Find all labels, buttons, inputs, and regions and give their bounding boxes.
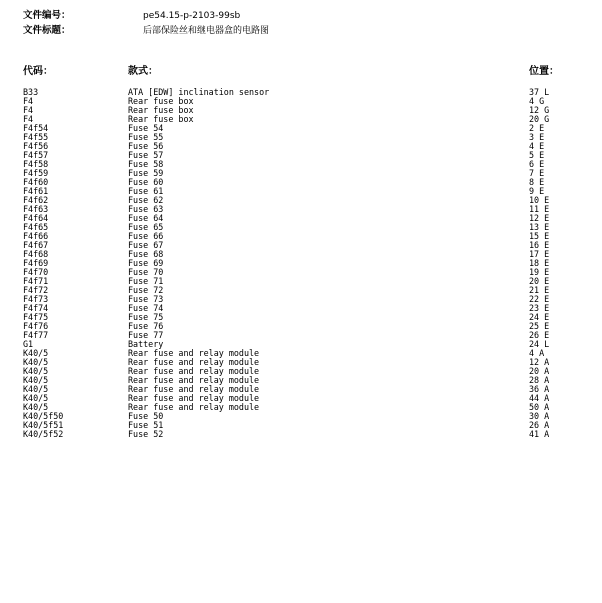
table-row — [0, 151, 602, 160]
table-row — [0, 178, 602, 187]
cell-code: F4f63 — [23, 204, 49, 214]
table-row — [0, 142, 602, 151]
cell-model: Fuse 70 — [128, 267, 164, 277]
cell-model: Fuse 50 — [128, 411, 164, 421]
table-row — [0, 241, 602, 250]
cell-code: F4f59 — [23, 168, 49, 178]
table-row — [0, 124, 602, 133]
table-row — [0, 250, 602, 259]
cell-code: F4f77 — [23, 330, 49, 340]
table-row — [0, 196, 602, 205]
component-table — [0, 88, 602, 439]
table-row — [0, 421, 602, 430]
table-row — [0, 412, 602, 421]
cell-location: 22 E — [529, 294, 550, 304]
cell-model: Rear fuse and relay module — [128, 384, 260, 394]
cell-code: F4f74 — [23, 303, 49, 313]
cell-model: Rear fuse and relay module — [128, 357, 260, 367]
table-row — [0, 205, 602, 214]
cell-location: 24 L — [529, 339, 550, 349]
table-row — [0, 268, 602, 277]
cell-location: 28 A — [529, 375, 550, 385]
cell-model: ATA [EDW] inclination sensor — [128, 87, 270, 97]
table-row — [0, 313, 602, 322]
cell-model: Fuse 66 — [128, 231, 164, 241]
cell-model: Fuse 67 — [128, 240, 164, 250]
table-row — [0, 88, 602, 97]
cell-model: Fuse 72 — [128, 285, 164, 295]
cell-code: F4f75 — [23, 312, 49, 322]
cell-model: Fuse 69 — [128, 258, 164, 268]
cell-code: F4f58 — [23, 159, 49, 169]
cell-model: Fuse 63 — [128, 204, 164, 214]
cell-model: Fuse 56 — [128, 141, 164, 151]
cell-location: 21 E — [529, 285, 550, 295]
cell-code: K40/5 — [23, 357, 49, 367]
cell-location: 19 E — [529, 267, 550, 277]
cell-code: F4f72 — [23, 285, 49, 295]
cell-model: Rear fuse and relay module — [128, 348, 260, 358]
cell-model: Fuse 77 — [128, 330, 164, 340]
cell-location: 4 G — [529, 96, 545, 106]
cell-code: B33 — [23, 87, 39, 97]
cell-location: 4 A — [529, 348, 545, 358]
table-row — [0, 322, 602, 331]
cell-model: Rear fuse and relay module — [128, 393, 260, 403]
table-row — [0, 223, 602, 232]
cell-code: K40/5f51 — [23, 420, 64, 430]
cell-code: F4 — [23, 114, 34, 124]
cell-location: 12 A — [529, 357, 550, 367]
table-row — [0, 394, 602, 403]
cell-code: K40/5 — [23, 384, 49, 394]
cell-location: 23 E — [529, 303, 550, 313]
column-header-code: 代码： — [23, 66, 53, 77]
table-row — [0, 133, 602, 142]
cell-location: 20 A — [529, 366, 550, 376]
cell-model: Fuse 65 — [128, 222, 164, 232]
table-row — [0, 430, 602, 439]
cell-model: Rear fuse box — [128, 105, 194, 115]
cell-location: 18 E — [529, 258, 550, 268]
cell-location: 8 E — [529, 177, 545, 187]
cell-model: Fuse 60 — [128, 177, 164, 187]
cell-location: 5 E — [529, 150, 545, 160]
cell-code: G1 — [23, 339, 34, 349]
doc-title-label: 文件标题： — [23, 25, 71, 36]
table-row — [0, 115, 602, 124]
cell-code: F4 — [23, 105, 34, 115]
doc-title-value: 后部保险丝和继电器盒的电路图 — [143, 26, 270, 36]
cell-location: 20 E — [529, 276, 550, 286]
cell-model: Rear fuse box — [128, 114, 194, 124]
cell-location: 10 E — [529, 195, 550, 205]
cell-code: F4f68 — [23, 249, 49, 259]
cell-location: 26 A — [529, 420, 550, 430]
cell-model: Rear fuse and relay module — [128, 366, 260, 376]
cell-code: K40/5 — [23, 348, 49, 358]
cell-code: K40/5 — [23, 366, 49, 376]
column-header-location: 位置： — [529, 66, 559, 77]
table-row — [0, 214, 602, 223]
cell-location: 25 E — [529, 321, 550, 331]
table-row — [0, 367, 602, 376]
cell-location: 13 E — [529, 222, 550, 232]
cell-location: 24 E — [529, 312, 550, 322]
cell-code: F4f67 — [23, 240, 49, 250]
table-row — [0, 232, 602, 241]
cell-code: F4f66 — [23, 231, 49, 241]
table-row — [0, 403, 602, 412]
cell-code: K40/5 — [23, 393, 49, 403]
cell-model: Fuse 52 — [128, 429, 164, 439]
cell-model: Fuse 51 — [128, 420, 164, 430]
table-row — [0, 286, 602, 295]
table-row — [0, 169, 602, 178]
cell-location: 36 A — [529, 384, 550, 394]
cell-location: 17 E — [529, 249, 550, 259]
cell-code: F4f55 — [23, 132, 49, 142]
cell-location: 7 E — [529, 168, 545, 178]
table-row — [0, 106, 602, 115]
cell-code: F4f64 — [23, 213, 49, 223]
cell-location: 6 E — [529, 159, 545, 169]
cell-location: 20 G — [529, 114, 550, 124]
cell-code: K40/5f50 — [23, 411, 64, 421]
cell-model: Fuse 75 — [128, 312, 164, 322]
cell-location: 9 E — [529, 186, 545, 196]
cell-model: Rear fuse box — [128, 96, 194, 106]
table-row — [0, 295, 602, 304]
cell-location: 44 A — [529, 393, 550, 403]
cell-location: 12 G — [529, 105, 550, 115]
cell-code: F4f61 — [23, 186, 49, 196]
cell-location: 41 A — [529, 429, 550, 439]
cell-location: 37 L — [529, 87, 550, 97]
cell-location: 50 A — [529, 402, 550, 412]
cell-model: Rear fuse and relay module — [128, 402, 260, 412]
cell-location: 30 A — [529, 411, 550, 421]
cell-code: F4f56 — [23, 141, 49, 151]
cell-model: Fuse 73 — [128, 294, 164, 304]
table-row — [0, 259, 602, 268]
cell-code: F4f62 — [23, 195, 49, 205]
table-row — [0, 340, 602, 349]
cell-location: 26 E — [529, 330, 550, 340]
cell-location: 15 E — [529, 231, 550, 241]
table-row — [0, 160, 602, 169]
table-row — [0, 376, 602, 385]
cell-location: 2 E — [529, 123, 545, 133]
table-row — [0, 349, 602, 358]
cell-code: K40/5 — [23, 375, 49, 385]
cell-model: Fuse 76 — [128, 321, 164, 331]
doc-number-value: pe54.15-p-2103-99sb — [143, 11, 241, 21]
table-row — [0, 358, 602, 367]
cell-model: Fuse 62 — [128, 195, 164, 205]
cell-model: Fuse 74 — [128, 303, 164, 313]
cell-location: 3 E — [529, 132, 545, 142]
cell-model: Fuse 59 — [128, 168, 164, 178]
cell-code: K40/5 — [23, 402, 49, 412]
cell-model: Fuse 64 — [128, 213, 164, 223]
cell-code: F4f76 — [23, 321, 49, 331]
cell-model: Fuse 57 — [128, 150, 164, 160]
cell-model: Fuse 58 — [128, 159, 164, 169]
doc-number-label: 文件编号： — [23, 10, 71, 21]
cell-code: F4f60 — [23, 177, 49, 187]
table-row — [0, 331, 602, 340]
column-header-model: 款式： — [128, 66, 158, 77]
cell-code: F4f73 — [23, 294, 49, 304]
cell-model: Rear fuse and relay module — [128, 375, 260, 385]
cell-model: Fuse 68 — [128, 249, 164, 259]
table-row — [0, 277, 602, 286]
cell-code: F4f69 — [23, 258, 49, 268]
table-row — [0, 97, 602, 106]
table-row — [0, 304, 602, 313]
cell-code: F4f57 — [23, 150, 49, 160]
cell-code: K40/5f52 — [23, 429, 64, 439]
table-row — [0, 385, 602, 394]
cell-location: 16 E — [529, 240, 550, 250]
cell-location: 4 E — [529, 141, 545, 151]
table-row — [0, 187, 602, 196]
cell-code: F4 — [23, 96, 34, 106]
cell-code: F4f71 — [23, 276, 49, 286]
cell-model: Fuse 61 — [128, 186, 164, 196]
cell-model: Fuse 55 — [128, 132, 164, 142]
cell-model: Battery — [128, 339, 164, 349]
cell-location: 11 E — [529, 204, 550, 214]
cell-model: Fuse 71 — [128, 276, 164, 286]
cell-code: F4f65 — [23, 222, 49, 232]
cell-location: 12 E — [529, 213, 550, 223]
cell-model: Fuse 54 — [128, 123, 164, 133]
cell-code: F4f70 — [23, 267, 49, 277]
cell-code: F4f54 — [23, 123, 49, 133]
